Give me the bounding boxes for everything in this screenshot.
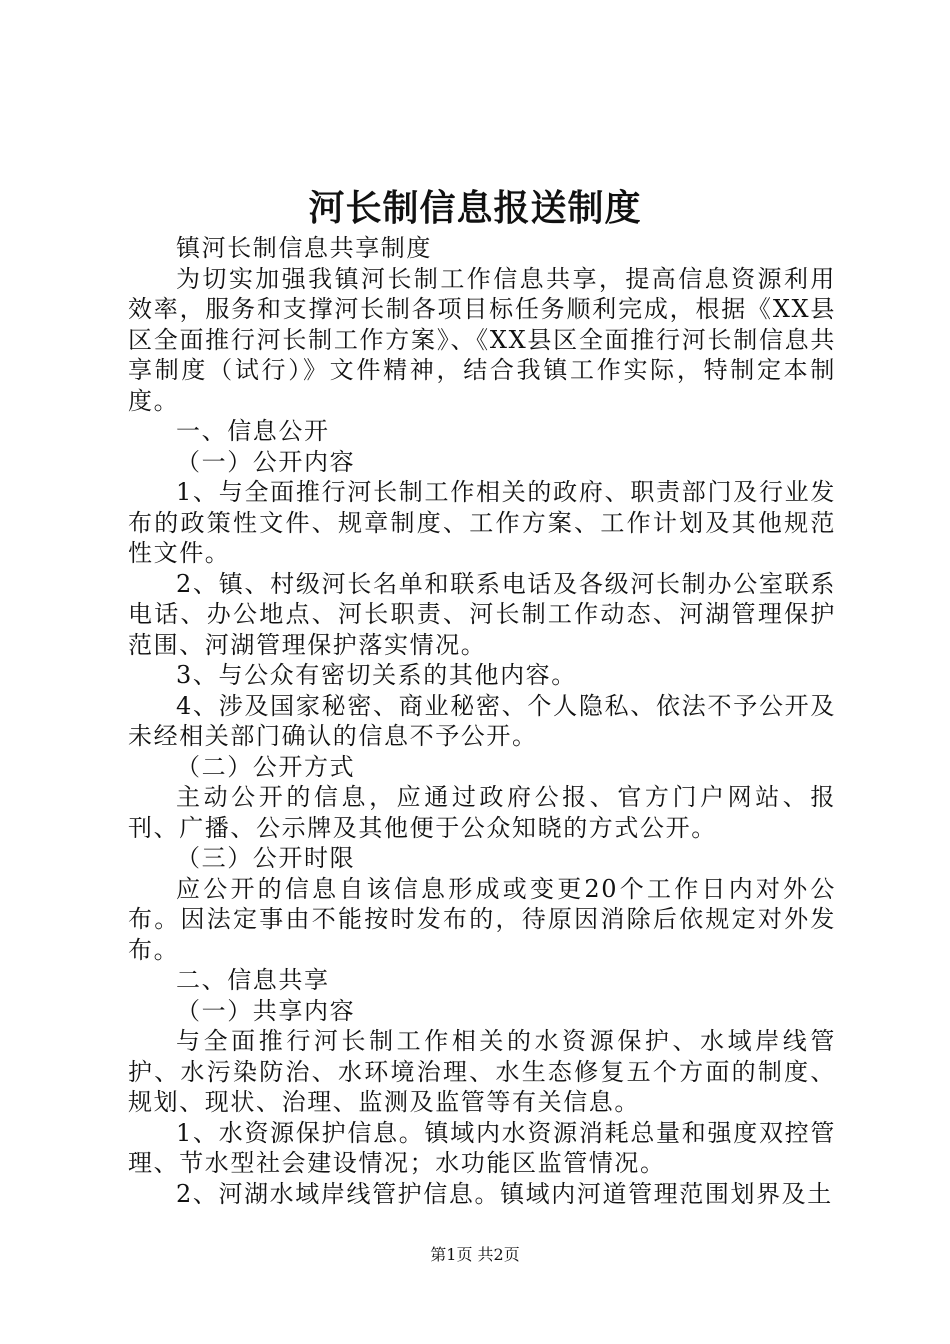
subsection-heading-sharing-content: （一）共享内容: [176, 996, 356, 1025]
paragraph-item-3: 3、与公众有密切关系的其他内容。: [176, 661, 577, 689]
paragraph-intro: 为切实加强我镇河长制工作信息共享，提高信息资源利用效率，服务和支撑河长制各项目标任务顺利完成，根据《XX县区全面推行河长制工作方案》、《XX县区全面推行河长制信息共享制度（试行）》文件精神，结合我镇工作实际，特制定本制度。: [128, 264, 836, 415]
subsection-heading-disclosure-method: （二）公开方式: [176, 752, 356, 781]
paragraph-item-2: 2、镇、村级河长名单和联系电话及各级河长制办公室联系电话、办公地点、河长职责、河长制工作动态、河湖管理保护范围、河湖管理保护落实情况。: [128, 569, 836, 659]
page-footer: 第1页 共2页: [430, 1245, 520, 1264]
paragraph-disclosure-deadline: 应公开的信息自该信息形成或变更20个工作日内对外公布。因法定事由不能按时发布的，待原因消除后依规定对外发布。: [128, 874, 836, 964]
paragraph-sharing-item-1: 1、水资源保护信息。镇域内水资源消耗总量和强度双控管理、节水型社会建设情况；水功能区监管情况。: [128, 1118, 836, 1177]
paragraph-disclosure-method: 主动公开的信息，应通过政府公报、官方门户网站、报刊、广播、公示牌及其他便于公众知晓的方式公开。: [128, 783, 836, 842]
paragraph-subtitle: 镇河长制信息共享制度: [176, 234, 432, 262]
paragraph-sharing-content: 与全面推行河长制工作相关的水资源保护、水域岸线管护、水污染防治、水环境治理、水生态修复五个方面的制度、规划、现状、治理、监测及监管等有关信息。: [128, 1027, 836, 1116]
paragraph-sharing-item-2: 2、河湖水域岸线管护信息。镇域内河道管理范围划界及土: [176, 1179, 833, 1208]
paragraph-item-4: 4、涉及国家秘密、商业秘密、个人隐私、依法不予公开及未经相关部门确认的信息不予公开。: [128, 691, 836, 750]
subsection-heading-disclosure-deadline: （三）公开时限: [176, 844, 356, 872]
section-heading-info-sharing: 二、信息共享: [176, 966, 330, 994]
section-heading-info-disclosure: 一、信息公开: [176, 417, 330, 445]
paragraph-item-1: 1、与全面推行河长制工作相关的政府、职责部门及行业发布的政策性文件、规章制度、工作方案、工作计划及其他规范性文件。: [128, 478, 836, 567]
document-title: 河长制信息报送制度: [308, 187, 642, 229]
subsection-heading-disclosure-content: （一）公开内容: [176, 447, 356, 476]
document-body: [128, 233, 836, 1209]
